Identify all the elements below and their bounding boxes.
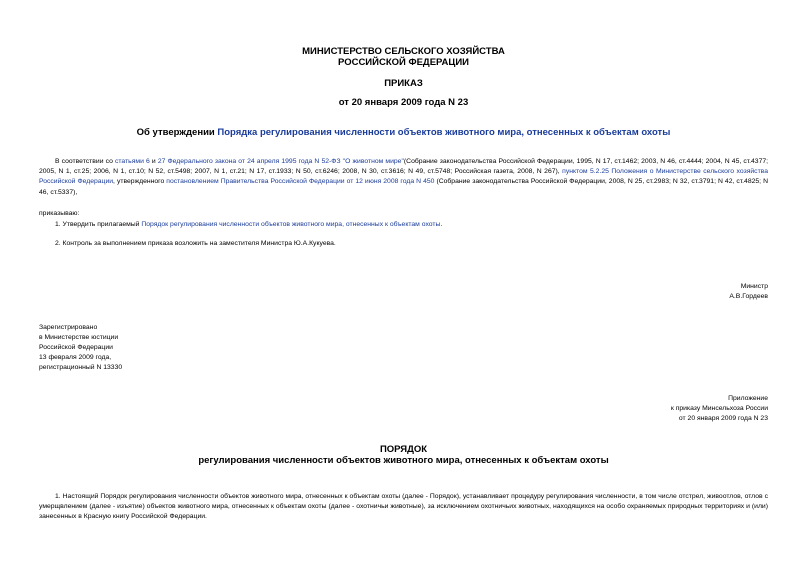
procedure-subtitle: регулирования численности объектов животного мира, отнесенных к объектам охоты xyxy=(198,455,609,466)
appendix-block xyxy=(671,394,768,424)
link-federal-law-52fz[interactable]: 27 Федерального закона от 24 апреля 1995 года N 52-ФЗ "О животном мире" xyxy=(157,158,404,165)
preamble-text-5: (Собрание законодательства Российской Федерации, 2008, N 25, ст.2983; N 32, ст.3791; N 42, ст.4825; N 46, ст.5337), xyxy=(39,178,768,196)
link-government-resolution-450[interactable]: постановлением Правительства Российской Федерации от 12 июня 2008 года N 450 xyxy=(166,178,435,186)
subject-procedure-link[interactable]: Порядка регулирования численности объектов животного мира, отнесенных к объектам охоты xyxy=(217,127,671,138)
preamble-text-1: В соответствии со xyxy=(55,158,115,165)
order-word: приказываю: xyxy=(39,210,80,217)
preamble-text-2: и xyxy=(149,158,158,165)
signature-name: А.В.Гордеев xyxy=(729,293,768,300)
ministry-line-2: РОССИЙСКОЙ ФЕДЕРАЦИИ xyxy=(337,57,469,68)
appendix-line-2: к приказу Минсельхоза России xyxy=(670,405,768,412)
ministry-line-1: МИНИСТЕРСТВО СЕЛЬСКОГО ХОЗЯЙСТВА xyxy=(302,46,505,57)
preamble-text-3: (Собрание законодательства Российской Федерации, 1995, N 17, ст.1462; 2003, N 46, ст.4444; 2004, N 45, ст.4377; 2005, N 1, ст.25; 2006, N 1, ст.10; N 52, ст.5498; 2007, N 1, ст.21; N 17, ст.1933; N 50, ст.6246; 2008, N 30, ст.3616; N 49, ст.5748; Российская газета, 2008, N 267), xyxy=(39,158,769,176)
appendix-line-3: от 20 января 2009 года N 23 xyxy=(678,415,768,422)
order-item-2: 2. Контроль за выполнением приказа возложить на заместителя Министра Ю.А.Кукуева. xyxy=(55,240,336,247)
signature-block xyxy=(729,282,768,302)
order-date: от 20 января 2009 года N 23 xyxy=(338,97,469,108)
item-1-procedure-link[interactable]: Порядок регулирования численности объектов животного мира, отнесенных к объектам охоты xyxy=(141,221,441,228)
registration-block xyxy=(39,323,122,373)
ministry-heading xyxy=(0,46,807,68)
order-subject xyxy=(0,127,807,138)
procedure-paragraph-1: 1. Настоящий Порядок регулирования численности объектов животного мира, отнесенных к объектам охоты (далее - Порядок), устанавливает процедуру регулирования численности, в том числе отстрел, живоотлов, отлов с умерщвлением (далее - изъятие) объектов животного мира, отнесенных к объектам охоты (далее - охотничьи животные), за исключением охотничьих животных, находящихся на особо охраняемых природных территориях и (или) занесенных в Красную книгу Российской Федерации. xyxy=(39,493,768,521)
appendix-line-1: Приложение xyxy=(728,395,768,402)
order-title: ПРИКАЗ xyxy=(384,78,423,89)
signature-position: Министр xyxy=(740,283,768,290)
item-1-prefix: 1. Утвердить прилагаемый xyxy=(55,221,142,228)
registration-line-3: Российской Федерации xyxy=(39,344,113,351)
procedure-title: ПОРЯДОК xyxy=(379,444,428,455)
registration-line-5: регистрационный N 13330 xyxy=(39,364,123,371)
registration-line-2: в Министерстве юстиции xyxy=(39,334,119,341)
subject-prefix: Об утверждении xyxy=(136,127,218,138)
link-ministry-regulation[interactable]: пунктом 5.2.25 Положения о Министерстве сельского хозяйства Российской Федерации xyxy=(39,168,768,186)
preamble-paragraph xyxy=(39,157,768,198)
item-1-suffix: . xyxy=(440,221,443,228)
preamble-text-4: , утвержденного xyxy=(113,178,167,186)
link-article-6[interactable]: статьями 6 xyxy=(115,158,150,165)
registration-line-1: Зарегистрировано xyxy=(39,324,98,331)
order-item-1 xyxy=(55,220,768,230)
registration-line-4: 13 февраля 2009 года, xyxy=(39,354,112,361)
